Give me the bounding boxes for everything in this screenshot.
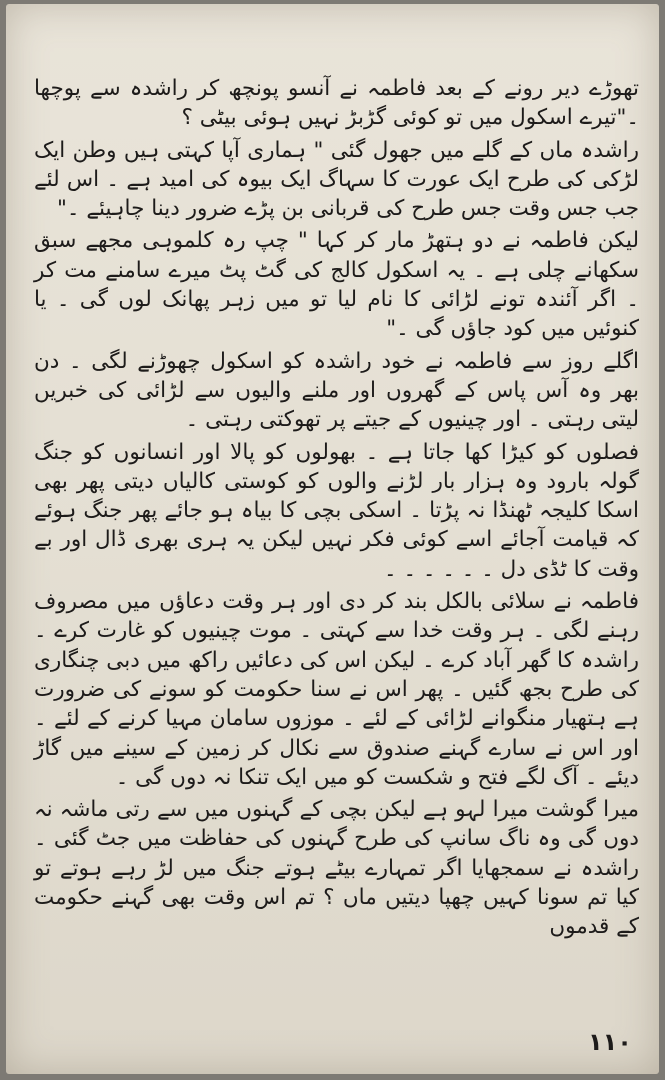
paragraph-4: اگلے روز سے فاطمہ نے خود راشدہ کو اسکول چھوڑنے لگی ۔ دن بھر وہ آس پاس کے گھروں اور ملنے والیوں سے لڑائی کی خبریں لیتی رہتی ۔ اور چینیوں کے جیتے پر تھوکتی رہتی ۔ <box>34 348 639 433</box>
book-page <box>6 4 659 1074</box>
paragraph-7: میرا گوشت میرا لہو ہے لیکن بچی کے گہنوں میں سے رتی ماشہ نہ دوں گی وہ ناگ سانپ کی طرح گہنوں کی حفاظت میں جٹ گئی ۔ راشدہ نے سمجھایا اگر تمہارے بیٹے ہوتے جنگ میں لڑ رہے ہوتے تو کیا تم سونا کہیں چھپا دیتیں ماں ؟ تم اس وقت بھی گہنے حکومت کے قدموں <box>34 797 639 940</box>
paragraph-2: راشدہ ماں کے گلے میں جھول گئی " ہماری آپا کہتی ہیں وطن ایک لڑکی کی طرح ایک عورت کا سہاگ ایک بیوہ کی امید ہے ۔ اس لئے جب جس وقت جس طرح کی قربانی بن پڑے ضرور دینا چاہیئے ۔" <box>34 137 639 222</box>
paragraph-5: فصلوں کو کیڑا کھا جاتا ہے ۔ بھولوں کو پالا اور انسانوں کو جنگ گولہ بارود وہ ہزار بار لڑنے والوں کو کوستی کالیاں دیتی پھر بھی اسکا کلیجہ ٹھنڈا نہ پڑتا ۔ اسکی بچی کا بیاہ ہو جائے پھر جنگ ہوئے کہ قیامت آجائے اسے کوئی فکر نہیں لیکن یہ ہری بھری ڈال اور بے وقت کا ٹڈی دل ۔ ۔ ۔ ۔ ۔ ۔ <box>34 439 639 582</box>
paragraph-1: تھوڑے دیر رونے کے بعد فاطمہ نے آنسو پونچھ کر راشدہ سے پوچھا ۔"تیرے اسکول میں تو کوئی گڑبڑ نہیں ہوئی بیٹی ؟ <box>34 76 639 131</box>
paragraph-3: لیکن فاطمہ نے دو ہتھڑ مار کر کہا " چپ رہ کلموہی مجھے سبق سکھانے چلی ہے ۔ یہ اسکول کالج کی گٹ پٹ میرے سامنے مت کر ۔ اگر آئندہ تونے لڑائی کا نام لیا تو میں زہر پھانک لوں گی ۔ یا کنوئیں میں کود جاؤں گی ۔" <box>34 228 639 342</box>
page-number: ۱۱۰ <box>588 1028 632 1056</box>
page-text <box>34 74 639 945</box>
paragraph-6: فاطمہ نے سلائی بالکل بند کر دی اور ہر وقت دعاؤں میں مصروف رہنے لگی ۔ ہر وقت خدا سے کہتی ۔ موت چینیوں کو غارت کرے ۔ راشدہ کا گھر آباد کرے ۔ لیکن اس کی دعائیں راکھ میں دبی چنگاری کی طرح بجھ گئیں ۔ پھر اس نے سنا حکومت کو سونے کی ضرورت ہے ہتھیار منگوانے لڑائی کے لئے ۔ موزوں سامان مہیا کرنے کے لئے ۔ اور اس نے سارے گہنے صندوق سے نکال کر زمین کے سینے میں گاڑ دیئے ۔ آگ لگے فتح و شکست کو میں ایک تنکا نہ دوں گی ۔ <box>34 589 639 790</box>
